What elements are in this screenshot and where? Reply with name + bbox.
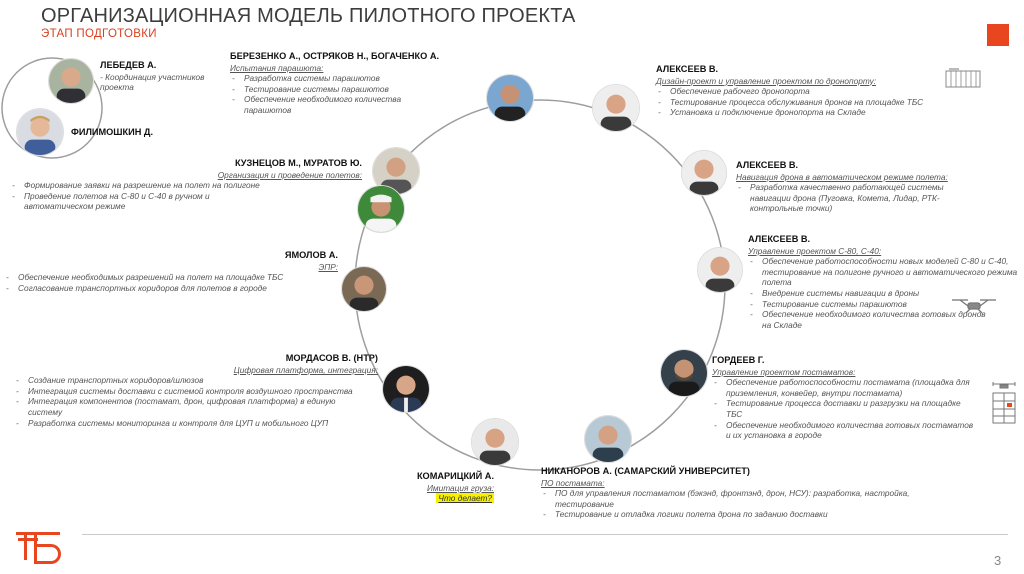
avatar-alekseev-1 bbox=[592, 84, 640, 132]
page-number: 3 bbox=[994, 553, 1002, 568]
company-logo bbox=[14, 526, 68, 570]
list-item: - Тестирование и отладка логики полета дрона по заданию доставки bbox=[541, 509, 961, 520]
block-berezenko bbox=[230, 51, 480, 116]
name-komaritsky: КОМАРИЦКИЙ А. bbox=[416, 471, 494, 481]
block-nikanorov bbox=[541, 466, 961, 520]
list-item: - Обеспечение работоспособности новых моделей С-80 и С-40, тестирование на полигоне ручного и автоматического режима полета bbox=[748, 256, 1020, 288]
avatar-alekseev-2 bbox=[681, 150, 727, 196]
block-mordasov bbox=[14, 353, 378, 428]
role-berezenko: Испытания парашюта: bbox=[230, 62, 324, 73]
avatar-gordeev bbox=[660, 349, 708, 397]
role-gordeev: Управление проектом постаматов: bbox=[712, 366, 856, 377]
role-mordasov: Цифровая платформа, интеграция: bbox=[233, 364, 378, 375]
role-alekseev-2: Навигация дрона в автоматическом режиме полета: bbox=[736, 171, 948, 182]
block-filimoshkin bbox=[71, 127, 201, 139]
list-item: - ПО для управления постаматом (бэкэнд, фронтэнд, дрон, НСУ): разработка, настройка, тестирование bbox=[541, 488, 946, 509]
avatar-nikanorov bbox=[584, 415, 632, 463]
block-alekseev-3 bbox=[748, 234, 1020, 330]
name-berezenko: БЕРЕЗЕНКО А., ОСТРЯКОВ Н., БОГАЧЕНКО А. bbox=[230, 51, 440, 61]
avatar-berezenko bbox=[486, 74, 534, 122]
list-item: - Разработка системы мониторинга и контроля для ЦУП и мобильного ЦУП bbox=[14, 418, 359, 429]
avatar-komaritsky bbox=[471, 418, 519, 466]
block-alekseev-2 bbox=[736, 160, 1006, 214]
name-nikanorov: НИКАНОРОВ А. (САМАРСКИЙ УНИВЕРСИТЕТ) bbox=[541, 466, 750, 476]
page-subtitle: ЭТАП ПОДГОТОВКИ bbox=[41, 28, 157, 40]
list-item: - Обеспечение необходимого количества готовых постаматов и их установка в городе bbox=[712, 420, 974, 441]
name-filimoshkin: ФИЛИМОШКИН Д. bbox=[71, 127, 154, 137]
footer-divider bbox=[82, 534, 1008, 535]
list-item: - Тестирование процесса доставки и разгрузки на площадке ТБС bbox=[712, 398, 974, 419]
role-kuznetsov: Организация и проведение полетов: bbox=[217, 169, 362, 180]
name-alekseev-2: АЛЕКСЕЕВ В. bbox=[736, 160, 799, 170]
list-item: - Обеспечение рабочего дронопорта bbox=[656, 86, 946, 97]
list-item: - Внедрение системы навигации в дроны bbox=[748, 288, 1020, 299]
list-item: - Интеграция системы доставки с системой контроля воздушного пространства bbox=[14, 386, 359, 397]
role-yamolov: ЭПР: bbox=[318, 261, 338, 272]
name-alekseev-1: АЛЕКСЕЕВ В. bbox=[656, 64, 719, 74]
list-item: - Тестирование процесса обслуживания дронов на площадке ТБС bbox=[656, 97, 956, 108]
list-item: - Обеспечение необходимых разрешений на полет на площадке ТБС bbox=[4, 272, 324, 283]
block-kuznetsov bbox=[10, 158, 362, 212]
role-alekseev-3: Управление проектом С-80, С-40: bbox=[748, 245, 882, 256]
role-alekseev-1: Дизайн-проект и управление проектом по дронопорту: bbox=[656, 75, 877, 86]
name-lebedev: ЛЕБЕДЕВ А. bbox=[100, 60, 157, 70]
page-title: ОРГАНИЗАЦИОННАЯ МОДЕЛЬ ПИЛОТНОГО ПРОЕКТА bbox=[41, 5, 576, 27]
list-item: - Разработка качественно работающей системы навигации дрона (Пуговка, Комета, Лидар, РТК-контрольные точки) bbox=[736, 182, 986, 214]
list-item: - Установка и подключение дронопорта на Складе bbox=[656, 107, 946, 118]
avatar-filimoshkin bbox=[16, 108, 64, 156]
drone-icon bbox=[950, 296, 998, 314]
role-nikanorov: ПО постамата: bbox=[541, 477, 605, 488]
avatar-mordasov bbox=[382, 365, 430, 413]
name-mordasov: МОРДАСОВ В. (НТР) bbox=[285, 353, 378, 363]
name-kuznetsov: КУЗНЕЦОВ М., МУРАТОВ Ю. bbox=[234, 158, 362, 168]
role-lebedev: - Координация участников проекта bbox=[100, 71, 205, 93]
list-item: - Создание транспортных коридоров/шлюзов bbox=[14, 375, 378, 386]
list-item: - Тестирование системы парашютов bbox=[748, 299, 1020, 310]
name-gordeev: ГОРДЕЕВ Г. bbox=[712, 355, 765, 365]
name-alekseev-3: АЛЕКСЕЕВ В. bbox=[748, 234, 811, 244]
avatar-muratov bbox=[357, 185, 405, 233]
role-komaritsky: Имитация груза: bbox=[426, 482, 494, 493]
block-gordeev bbox=[712, 355, 974, 441]
list-item: - Обеспечение необходимого количества парашютов bbox=[230, 94, 430, 115]
block-komaritsky bbox=[380, 471, 494, 504]
highlight-question: Что делает? bbox=[438, 493, 492, 504]
list-item: - Обеспечение работоспособности постамата (площадка для приземления, конвейер, внутри постамата) bbox=[712, 377, 974, 398]
list-item: - Интеграция компонентов (постамат, дрон, цифровая платформа) в единую систему bbox=[14, 396, 359, 417]
avatar-yamolov bbox=[341, 266, 387, 312]
block-lebedev bbox=[100, 60, 235, 93]
list-item: - Проведение полетов на С-80 и С-40 в ручном и автоматическом режиме bbox=[10, 191, 275, 212]
list-item: - Согласование транспортных коридоров для полетов в городе bbox=[4, 283, 338, 294]
block-yamolov bbox=[4, 250, 338, 293]
list-item: - Разработка системы парашютов bbox=[230, 73, 480, 84]
list-item: - Тестирование системы парашютов bbox=[230, 84, 480, 95]
avatar-lebedev bbox=[48, 58, 94, 104]
postamat-icon bbox=[987, 381, 1021, 425]
list-item: - Формирование заявки на разрешение на полет на полигоне bbox=[10, 180, 362, 191]
block-alekseev-1 bbox=[656, 64, 946, 118]
name-yamolov: ЯМОЛОВ А. bbox=[284, 250, 338, 260]
list-item: - Обеспечение необходимого количества готовых дронов на Складе bbox=[748, 309, 993, 330]
avatar-alekseev-3 bbox=[697, 247, 743, 293]
dronoport-icon bbox=[945, 67, 981, 89]
